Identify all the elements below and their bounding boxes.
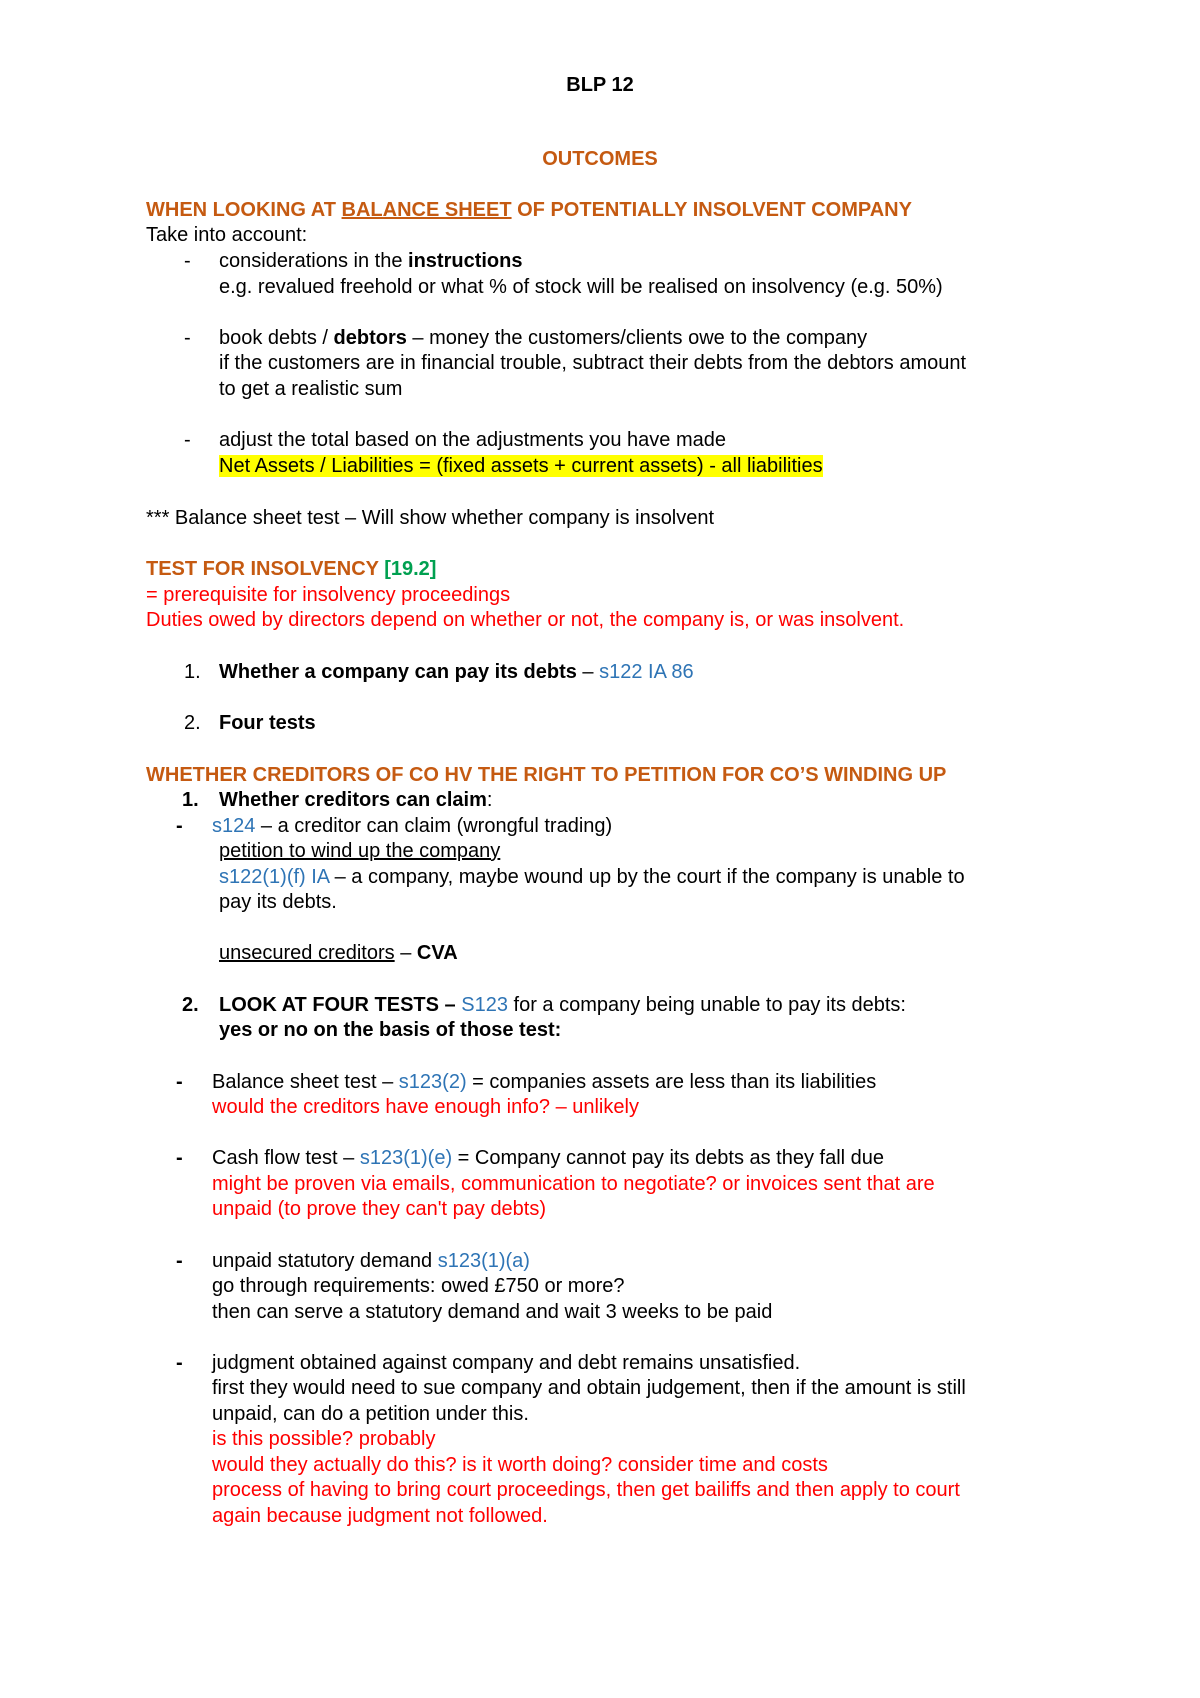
list-item-pay-debts: Whether a company can pay its debts – s122 IA 86 <box>219 661 694 683</box>
section-heading-creditors: WHETHER CREDITORS OF CO HV THE RIGHT TO PETITION FOR CO’S WINDING UP <box>146 764 947 786</box>
s124-line: s124 – a creditor can claim (wrongful trading) <box>212 815 613 837</box>
petition-line: petition to wind up the company <box>219 840 501 862</box>
intro-line: Take into account: <box>146 224 308 246</box>
judgment-line: unpaid, can do a petition under this. <box>212 1403 529 1425</box>
prerequisite-line: = prerequisite for insolvency proceedings <box>146 584 511 606</box>
bullet-dash: - <box>176 1352 183 1374</box>
document-title: BLP 12 <box>566 74 634 96</box>
judgment-note-red: process of having to bring court proceedings, then get bailiffs and then apply to court <box>212 1479 960 1501</box>
four-tests-item: LOOK AT FOUR TESTS – S123 for a company being unable to pay its debts: <box>219 994 906 1016</box>
cash-flow-note-red: might be proven via emails, communication to negotiate? or invoices sent that are <box>212 1173 935 1195</box>
unsecured-creditors-line: unsecured creditors – CVA <box>219 942 458 964</box>
judgment-note-red: is this possible? probably <box>212 1428 436 1450</box>
list-number: 2. <box>184 712 201 734</box>
pay-debts-line: pay its debts. <box>219 891 337 913</box>
judgment-note-red: again because judgment not followed. <box>212 1505 548 1527</box>
bullet-dash: - <box>176 1147 183 1169</box>
bullet-instructions: considerations in the instructions <box>219 250 523 272</box>
bullet-dash: - <box>176 1071 183 1093</box>
duties-line: Duties owed by directors depend on whether or not, the company is, or was insolvent. <box>146 609 905 631</box>
judgment-line: first they would need to sue company and obtain judgement, then if the amount is still <box>212 1377 966 1399</box>
judgment-line: judgment obtained against company and debt remains unsatisfied. <box>212 1352 801 1374</box>
balance-sheet-test-line: Balance sheet test – s123(2) = companies assets are less than its liabilities <box>212 1071 877 1093</box>
bullet-line: if the customers are in financial trouble, subtract their debts from the debtors amount <box>219 352 967 374</box>
bullet-dash: - <box>184 327 191 349</box>
section-heading-balance-sheet: WHEN LOOKING AT BALANCE SHEET OF POTENTIALLY INSOLVENT COMPANY <box>146 199 912 221</box>
cash-flow-test-line: Cash flow test – s123(1)(e) = Company cannot pay its debts as they fall due <box>212 1147 885 1169</box>
bullet-line: e.g. revalued freehold or what % of stock will be realised on insolvency (e.g. 50%) <box>219 276 943 298</box>
list-number: 1. <box>182 789 199 811</box>
yes-no-line: yes or no on the basis of those test: <box>219 1019 562 1041</box>
bullet-dash: - <box>176 815 183 837</box>
bullet-adjust: adjust the total based on the adjustments you have made <box>219 429 727 451</box>
creditors-claim-item: Whether creditors can claim: <box>219 789 493 811</box>
bullet-line: to get a realistic sum <box>219 378 403 400</box>
s122-line: s122(1)(f) IA – a company, maybe wound up by the court if the company is unable to <box>219 866 965 888</box>
bullet-debtors: book debts / debtors – money the customers/clients owe to the company <box>219 327 868 349</box>
cash-flow-note-red: unpaid (to prove they can't pay debts) <box>212 1198 547 1220</box>
balance-sheet-underlined: BALANCE SHEET <box>341 199 512 221</box>
bullet-dash: - <box>176 1250 183 1272</box>
bullet-dash: - <box>184 250 191 272</box>
balance-sheet-note: *** Balance sheet test – Will show whether company is insolvent <box>146 507 715 529</box>
requirements-line: go through requirements: owed £750 or more? <box>212 1275 625 1297</box>
judgment-note-red: would they actually do this? is it worth doing? consider time and costs <box>212 1454 828 1476</box>
section-heading-insolvency-test: TEST FOR INSOLVENCY [19.2] <box>146 558 437 580</box>
net-assets-formula: Net Assets / Liabilities = (fixed assets + current assets) - all liabilities <box>219 455 823 477</box>
list-number: 1. <box>184 661 201 683</box>
statutory-demand-line: unpaid statutory demand s123(1)(a) <box>212 1250 530 1272</box>
section-ref: [19.2] <box>384 558 437 580</box>
bullet-dash: - <box>184 429 191 451</box>
list-item-four-tests: Four tests <box>219 712 316 734</box>
balance-sheet-note-red: would the creditors have enough info? – unlikely <box>212 1096 639 1118</box>
serve-demand-line: then can serve a statutory demand and wait 3 weeks to be paid <box>212 1301 773 1323</box>
outcomes-heading: OUTCOMES <box>542 148 658 170</box>
list-number: 2. <box>182 994 199 1016</box>
